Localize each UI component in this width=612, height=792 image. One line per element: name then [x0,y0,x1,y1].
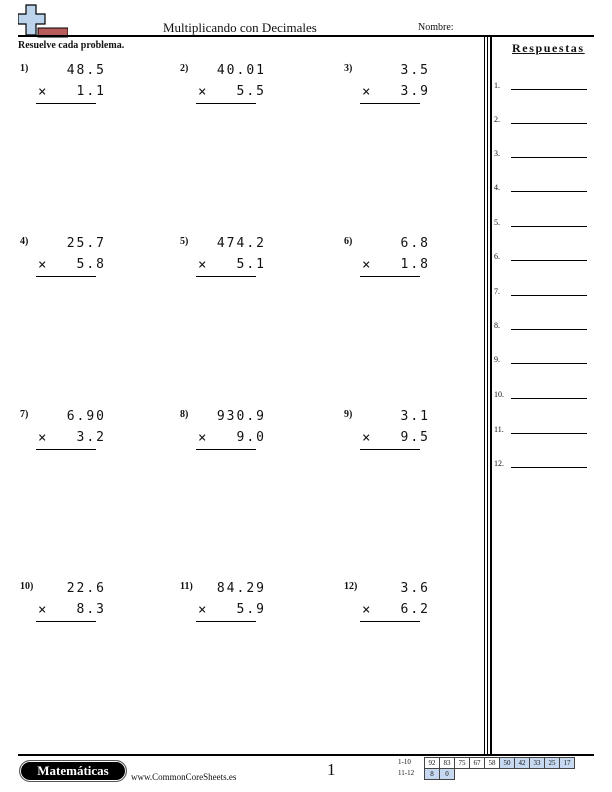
score-cell: 83 [440,758,455,769]
problem-multiplicand: 48.5 [66,63,106,78]
answer-rule [36,449,96,450]
answer-rule [196,276,256,277]
answer-blank[interactable] [511,226,587,227]
times-sign: × [38,602,47,618]
answer-label: 10. [494,390,504,399]
problem-multiplicand: 3.1 [400,409,430,424]
problem [180,581,266,641]
times-sign: × [38,430,47,446]
problem-multiplier: 3.9 [400,84,430,99]
problem-multiplier: 5.5 [236,84,266,99]
score-table [424,768,455,780]
problem-multiplier: 1.1 [76,84,106,99]
instructions: Resuelve cada problema. [18,40,125,51]
problem [180,236,266,296]
answer-label: 5. [494,218,500,227]
answers-title: Respuestas [512,41,585,55]
problem-multiplier: 1.8 [400,257,430,272]
problem-number: 7) [20,409,29,420]
answer-blank[interactable] [511,89,587,90]
problem-multiplicand: 6.8 [400,236,430,251]
problem-number: 8) [180,409,189,420]
times-sign: × [198,430,207,446]
answer-row [494,252,594,268]
problem-multiplier: 3.2 [76,430,106,445]
problem-multiplicand: 6.90 [66,409,106,424]
score-cell: 67 [470,758,485,769]
answer-rule [360,103,420,104]
problem-multiplicand: 25.7 [66,236,106,251]
problem-multiplicand: 84.29 [216,581,266,596]
problem-multiplier: 5.8 [76,257,106,272]
problem [344,409,430,469]
answer-blank[interactable] [511,295,587,296]
problem-multiplier: 5.9 [236,602,266,617]
times-sign: × [198,602,207,618]
problem-multiplier: 8.3 [76,602,106,617]
answer-blank[interactable] [511,363,587,364]
answer-label: 11. [494,425,504,434]
problem [344,63,430,123]
problem-multiplier: 9.0 [236,430,266,445]
problem [20,581,106,641]
answer-blank[interactable] [511,191,587,192]
problem-multiplier: 9.5 [400,430,430,445]
answer-label: 2. [494,115,500,124]
answer-label: 12. [494,459,504,468]
answer-row [494,115,594,131]
column-divider [490,36,492,754]
answer-rule [360,276,420,277]
score-cell: 17 [560,758,575,769]
score-cell: 33 [530,758,545,769]
answer-blank[interactable] [511,433,587,434]
score-cell: 92 [425,758,440,769]
times-sign: × [362,430,371,446]
problem-multiplicand: 40.01 [216,63,266,78]
score-cell: 58 [485,758,500,769]
answer-blank[interactable] [511,467,587,468]
answer-row [494,425,594,441]
answer-row [494,81,594,97]
times-sign: × [198,84,207,100]
answer-row [494,355,594,371]
answer-row [494,321,594,337]
problem-number: 4) [20,236,29,247]
times-sign: × [38,84,47,100]
page-title: Multiplicando con Decimales [163,20,317,35]
header-rule [18,35,594,37]
answer-rule [196,621,256,622]
answer-rule [196,103,256,104]
score-cell: 25 [545,758,560,769]
answer-blank[interactable] [511,157,587,158]
score-cell: 8 [425,769,440,780]
problem-number: 2) [180,63,189,74]
times-sign: × [362,257,371,273]
answer-rule [360,621,420,622]
problem-number: 11) [180,581,193,592]
problem [180,409,266,469]
answer-label: 3. [494,149,500,158]
answer-blank[interactable] [511,260,587,261]
problem [344,236,430,296]
answer-label: 1. [494,81,500,90]
answer-label: 9. [494,355,500,364]
problem-number: 5) [180,236,189,247]
answer-rule [36,621,96,622]
answer-rule [36,276,96,277]
answer-rule [196,449,256,450]
answer-row [494,459,594,475]
column-divider [484,36,485,754]
answer-row [494,287,594,303]
score-range-label: 11-12 [398,769,415,777]
problem-multiplier: 6.2 [400,602,430,617]
problem-multiplier: 5.1 [236,257,266,272]
problem [344,581,430,641]
site-url: www.CommonCoreSheets.es [131,772,237,782]
footer-rule [18,754,594,756]
answer-blank[interactable] [511,398,587,399]
problem-multiplicand: 22.6 [66,581,106,596]
problem-multiplicand: 3.5 [400,63,430,78]
problem-number: 1) [20,63,29,74]
answer-row [494,390,594,406]
brand-label: Matemáticas [37,763,109,778]
name-label: Nombre: [418,22,454,33]
problem-multiplicand: 930.9 [216,409,266,424]
plus-logo-icon [18,4,68,38]
times-sign: × [362,602,371,618]
answer-rule [36,103,96,104]
column-divider [487,36,488,754]
score-cell: 0 [440,769,455,780]
problem-number: 6) [344,236,353,247]
answer-label: 8. [494,321,500,330]
times-sign: × [38,257,47,273]
answer-label: 7. [494,287,500,296]
problem [20,63,106,123]
answer-blank[interactable] [511,329,587,330]
times-sign: × [362,84,371,100]
problem [180,63,266,123]
problem-number: 10) [20,581,34,592]
problem-number: 12) [344,581,358,592]
problem-number: 3) [344,63,353,74]
problem [20,236,106,296]
answer-label: 6. [494,252,500,261]
times-sign: × [198,257,207,273]
page-number: 1 [327,760,336,779]
answer-rule [360,449,420,450]
problem-multiplicand: 3.6 [400,581,430,596]
answer-row [494,149,594,165]
brand-badge [19,760,127,782]
score-cell: 42 [515,758,530,769]
problem [20,409,106,469]
score-cell: 75 [455,758,470,769]
answer-row [494,183,594,199]
answer-row [494,218,594,234]
score-cell: 50 [500,758,515,769]
problem-number: 9) [344,409,353,420]
answer-blank[interactable] [511,123,587,124]
answer-label: 4. [494,183,500,192]
problem-multiplicand: 474.2 [216,236,266,251]
score-range-label: 1-10 [398,758,411,766]
